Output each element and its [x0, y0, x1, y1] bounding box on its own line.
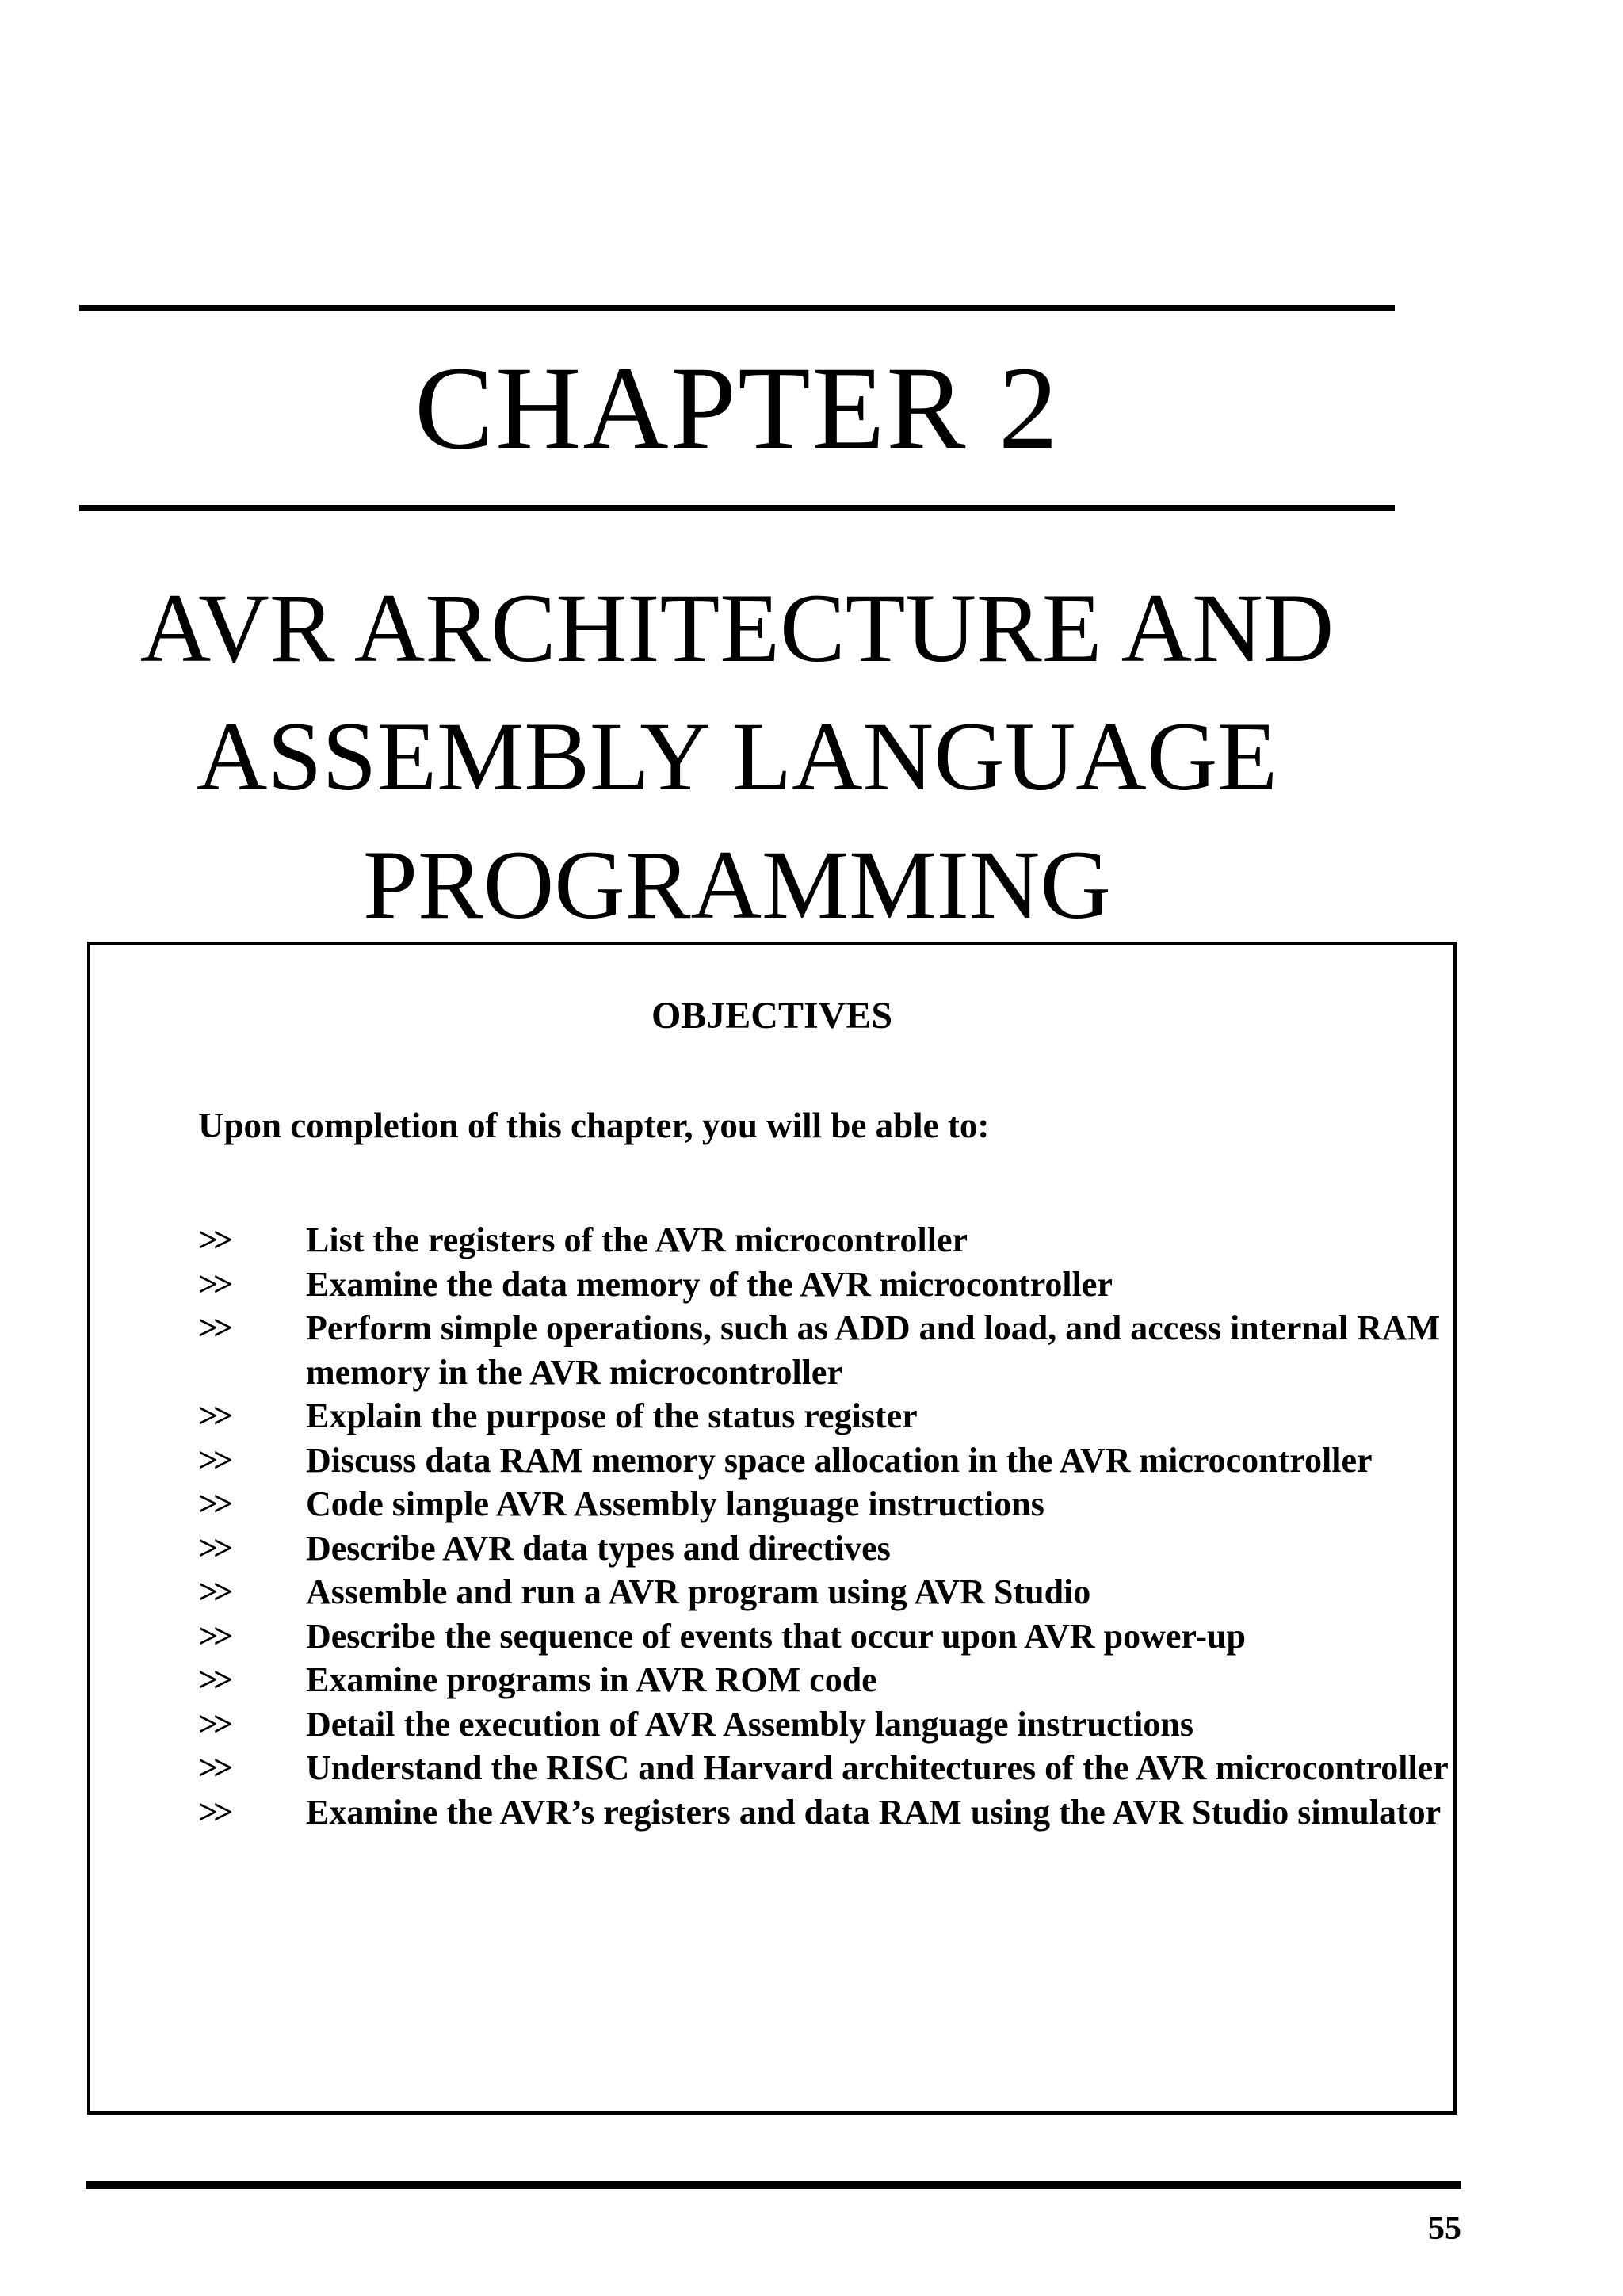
- objective-item: [198, 1482, 1450, 1526]
- objective-item: [198, 1526, 1450, 1571]
- objective-item: [198, 1658, 1450, 1702]
- objective-item: [198, 1218, 1450, 1263]
- objective-item: [198, 1570, 1450, 1614]
- page-number: 55: [1428, 2210, 1461, 2247]
- objective-item: [198, 1438, 1450, 1483]
- objective-marker: >>: [198, 1396, 229, 1435]
- objective-marker: >>: [198, 1264, 229, 1304]
- objective-marker: >>: [198, 1484, 229, 1523]
- chapter-bottom-rule: [79, 505, 1395, 511]
- objective-marker: >>: [198, 1528, 229, 1568]
- objective-item: [198, 1306, 1450, 1394]
- objective-text: Detail the execution of AVR Assembly language instructions: [306, 1704, 1193, 1744]
- objective-text: Discuss data RAM memory space allocation in the AVR microcontroller: [306, 1440, 1373, 1480]
- objective-marker: >>: [198, 1792, 229, 1832]
- objectives-box: [87, 942, 1457, 2115]
- objective-marker: >>: [198, 1660, 229, 1699]
- chapter-title-line: PROGRAMMING: [363, 831, 1111, 939]
- chapter-title-line: ASSEMBLY LANGUAGE: [196, 702, 1278, 811]
- objective-item: [198, 1702, 1450, 1747]
- objective-marker: >>: [198, 1572, 229, 1611]
- objectives-intro: Upon completion of this chapter, you will be able to:: [198, 1106, 990, 1145]
- objective-text: Perform simple operations, such as ADD and load, and access internal RAM memory in the AVR microcontroller: [306, 1308, 1441, 1392]
- objective-item: [198, 1263, 1450, 1307]
- objective-text: Describe the sequence of events that occur upon AVR power-up: [306, 1616, 1246, 1656]
- objective-marker: >>: [198, 1440, 229, 1480]
- objective-text: Describe AVR data types and directives: [306, 1528, 891, 1568]
- objective-marker: >>: [198, 1308, 229, 1347]
- objective-text: List the registers of the AVR microcontroller: [306, 1221, 968, 1259]
- objective-text: Examine the AVR’s registers and data RAM using the AVR Studio simulator: [306, 1792, 1442, 1832]
- objective-item: [198, 1790, 1450, 1835]
- objective-marker: >>: [198, 1748, 229, 1787]
- objectives-heading: OBJECTIVES: [651, 995, 893, 1037]
- footer-rule: [86, 2181, 1461, 2189]
- objective-marker: >>: [198, 1221, 229, 1259]
- objective-item: [198, 1746, 1450, 1790]
- objective-text: Examine programs in AVR ROM code: [306, 1660, 877, 1699]
- objectives-list: [198, 1218, 1450, 1834]
- chapter-title-line: AVR ARCHITECTURE AND: [139, 574, 1335, 682]
- objective-marker: >>: [198, 1616, 229, 1656]
- objective-text: Assemble and run a AVR program using AVR Studio: [306, 1572, 1091, 1611]
- objective-text: Code simple AVR Assembly language instructions: [306, 1484, 1044, 1523]
- chapter-top-rule: [79, 305, 1395, 311]
- chapter-title: [0, 564, 1474, 949]
- objective-marker: >>: [198, 1704, 229, 1744]
- objective-item: [198, 1394, 1450, 1438]
- objective-text: Explain the purpose of the status register: [306, 1396, 918, 1435]
- chapter-label: CHAPTER 2: [414, 342, 1060, 474]
- objective-text: Understand the RISC and Harvard architectures of the AVR microcontroller: [306, 1748, 1449, 1787]
- objective-item: [198, 1614, 1450, 1659]
- objective-text: Examine the data memory of the AVR microcontroller: [306, 1264, 1113, 1304]
